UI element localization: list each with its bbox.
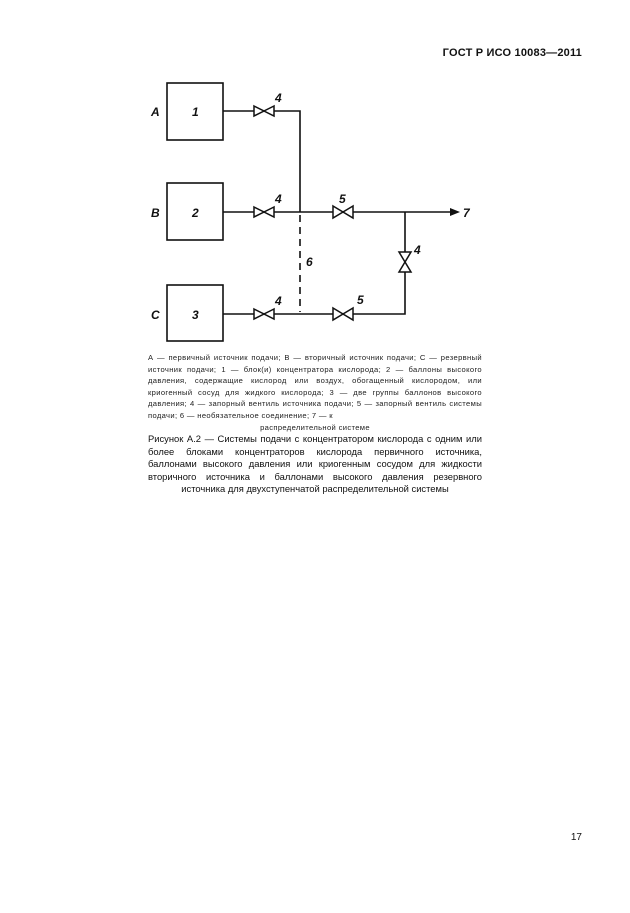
legend-last-line: распределительной системе — [260, 422, 370, 432]
legend-text: А — первичный источник подачи; В — вторичный источник подачи; С — резервный источник подачи; 1 — блок(и) концентратора кислорода; 2 — баллоны высокого давления, содержащие кислород или воздух, обогащенный кислородом, или криогенный сосуд для жидкого кислорода; 3 — две группы баллонов высокого давления; 4 — запорный вентиль источника подачи; 5 — запорный вентиль системы подачи; 6 — необязательное соединение; 7 — к — [148, 353, 482, 420]
pipe-c — [223, 212, 405, 314]
box-number-3: 3 — [192, 308, 199, 322]
box-number-1: 1 — [192, 105, 199, 119]
outlet-arrow — [450, 208, 460, 216]
source-letter-a: A — [151, 105, 160, 119]
label-valve-vertical: 4 — [414, 243, 421, 257]
document-header: ГОСТ Р ИСО 10083—2011 — [442, 47, 582, 59]
oxygen-supply-diagram — [0, 0, 630, 350]
box-number-2: 2 — [192, 206, 199, 220]
label-valve-c: 4 — [275, 294, 282, 308]
valve-c-icon — [254, 309, 274, 319]
page-number: 17 — [570, 832, 582, 843]
valve-vertical-icon — [399, 252, 411, 272]
label-valve-b: 4 — [275, 192, 282, 206]
pipe-a — [223, 111, 300, 212]
figure-legend — [148, 352, 482, 433]
label-outlet: 7 — [463, 206, 470, 220]
source-letter-c: C — [151, 308, 160, 322]
valve-a-icon — [254, 106, 274, 116]
label-optional-link: 6 — [306, 255, 313, 269]
figure-caption: Рисунок А.2 — Системы подачи с концентратором кислорода с одним или более блоками концентраторов кислорода первичного источника, баллонами высокого давления или криогенным сосудом для жидкости вторичного источника и баллонами высокого давления резервного источника для двухступенчатой распределительной системы — [148, 433, 482, 494]
label-valve-a: 4 — [275, 91, 282, 105]
source-letter-b: B — [151, 206, 160, 220]
label-valve-5-bottom: 5 — [357, 293, 364, 307]
valve-5-bottom-icon — [333, 308, 353, 320]
valve-5-top-icon — [333, 206, 353, 218]
label-valve-5-top: 5 — [339, 192, 346, 206]
valve-b-icon — [254, 207, 274, 217]
